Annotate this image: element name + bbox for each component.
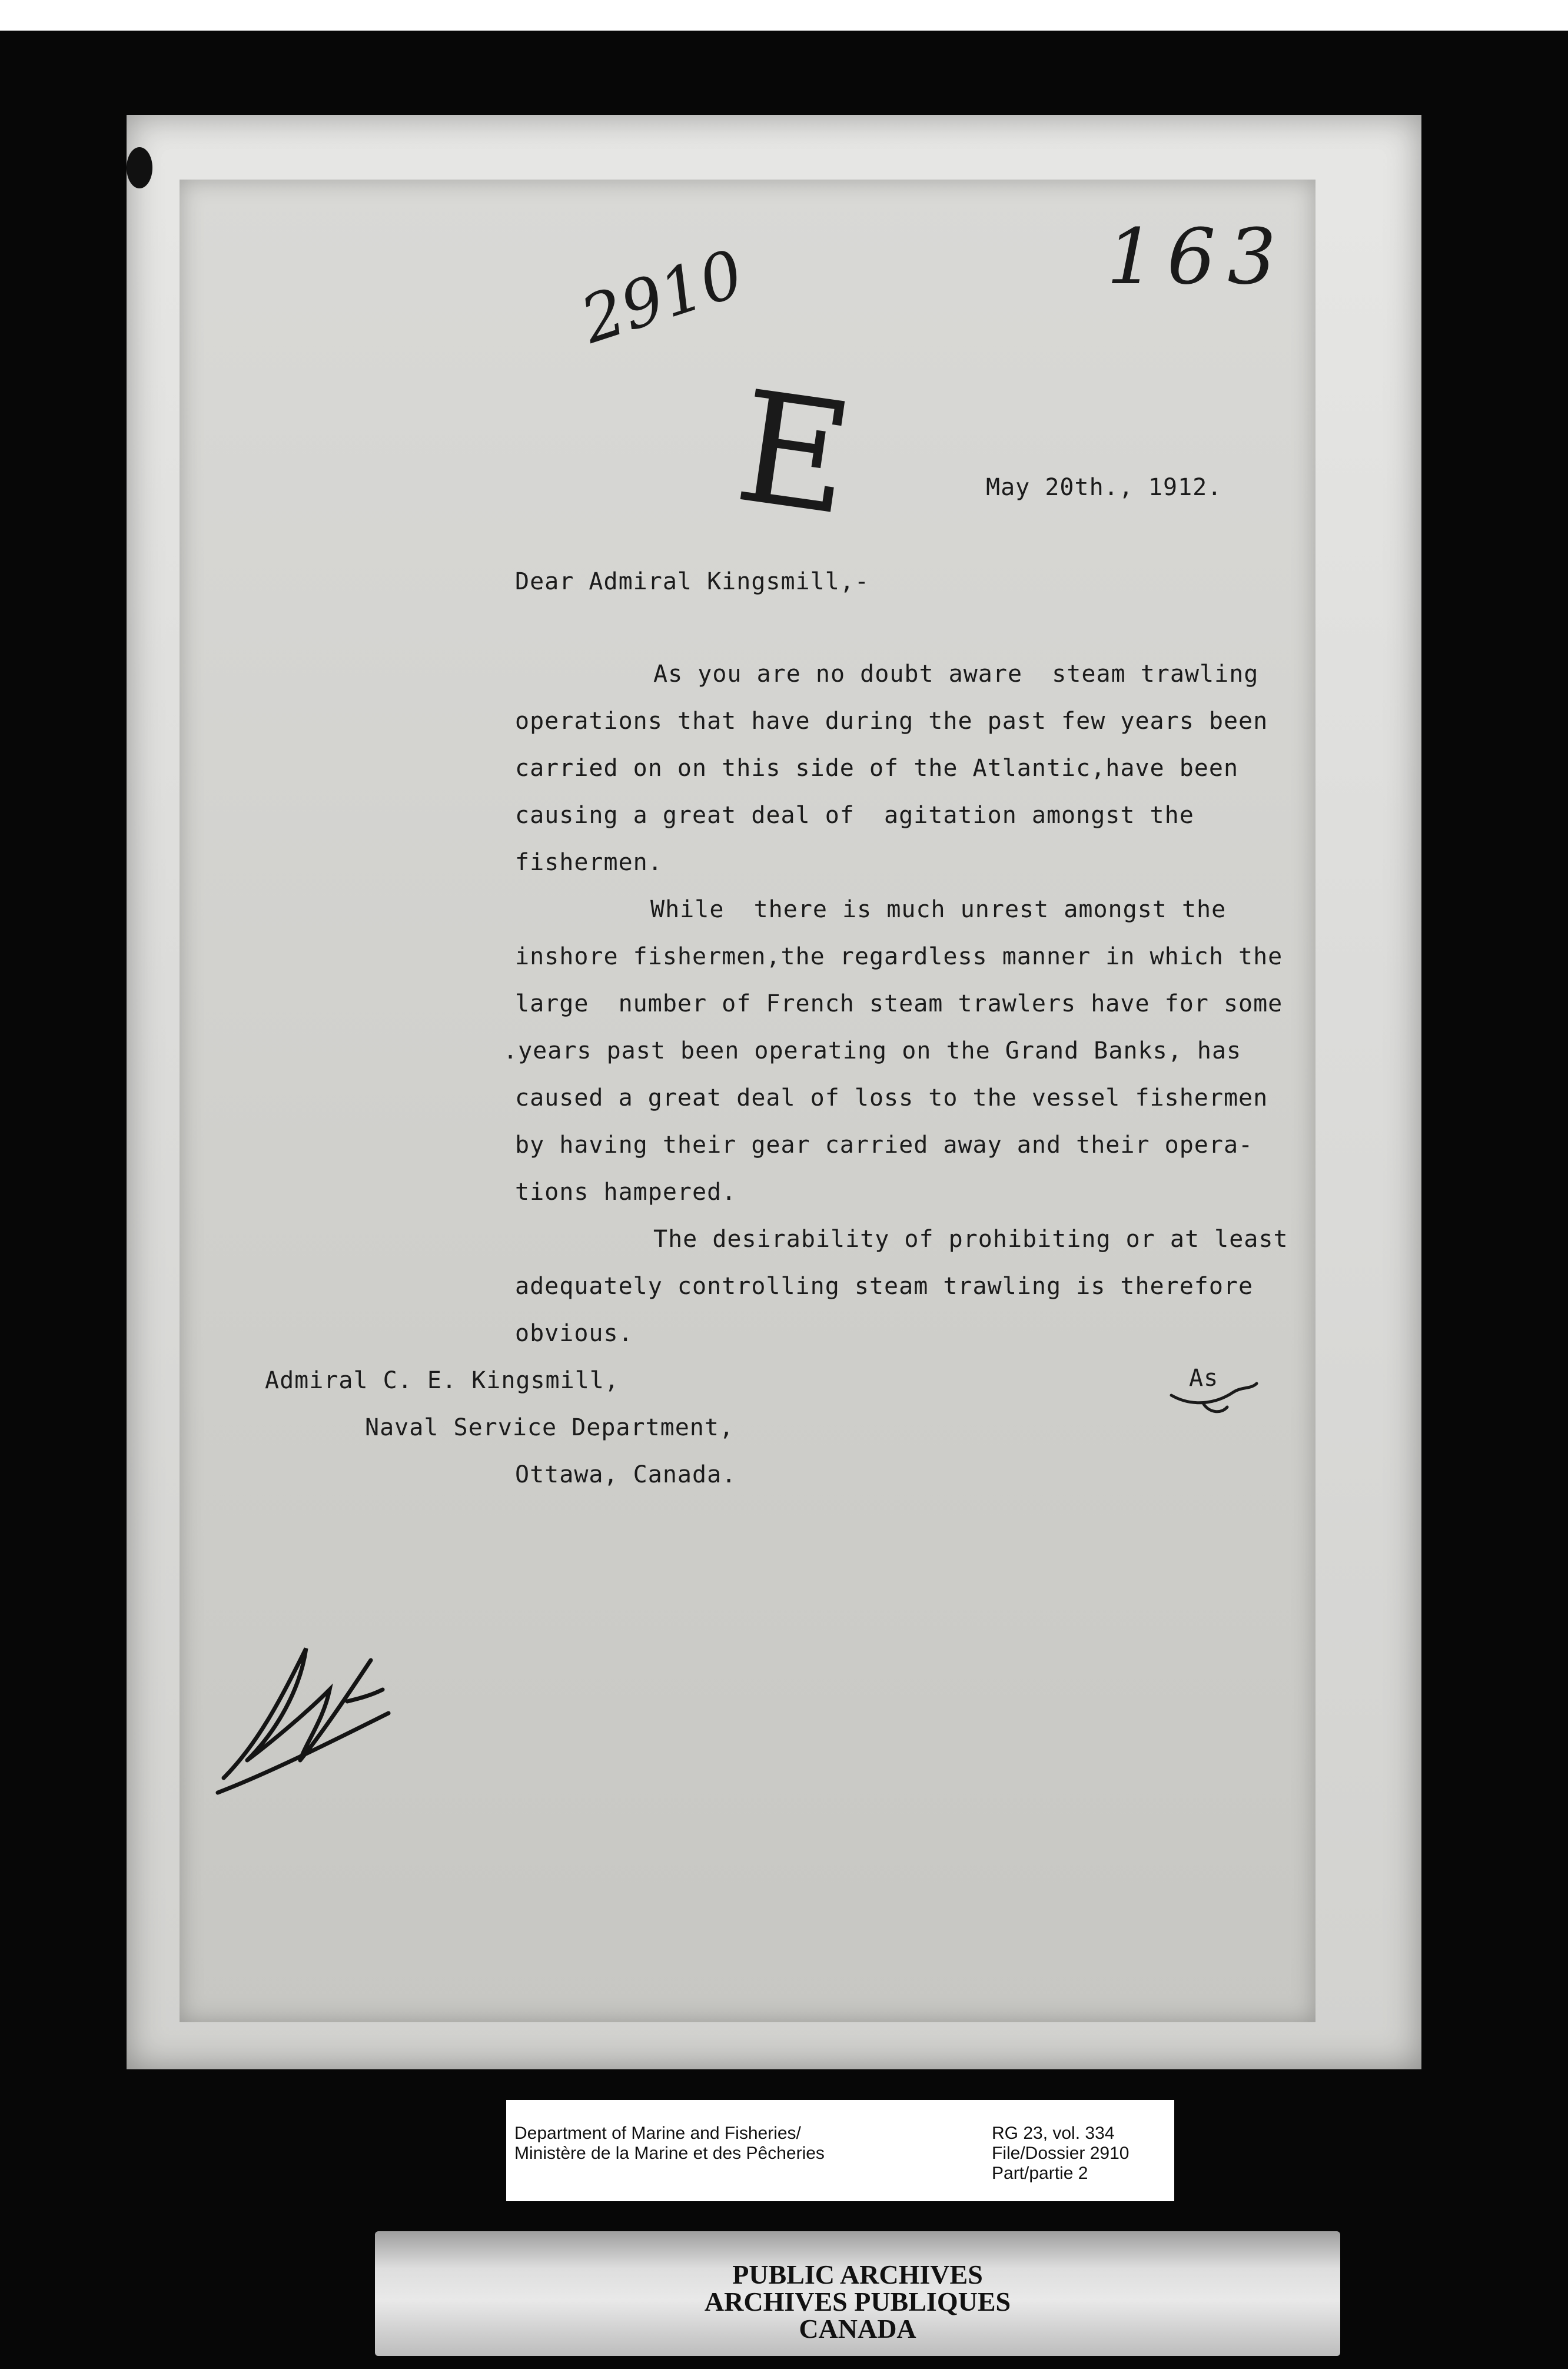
salutation: Dear Admiral Kingsmill,-: [515, 568, 869, 595]
department-french: Ministère de la Marine et des Pêcheries: [514, 2144, 825, 2163]
body-line: operations that have during the past few years been: [515, 708, 1268, 735]
part-number: Part/partie 2: [992, 2164, 1088, 2183]
body-line: large number of French steam trawlers have for some: [515, 990, 1283, 1017]
archive-reference-label: [506, 2100, 1174, 2201]
body-line: The desirability of prohibiting or at least: [653, 1226, 1288, 1253]
address-line: Admiral C. E. Kingsmill,: [265, 1367, 619, 1394]
banner-line-english: PUBLIC ARCHIVES: [732, 2259, 983, 2290]
punch-hole: [127, 147, 152, 188]
handwritten-initials: [212, 1625, 400, 1801]
public-archives-banner: [375, 2231, 1340, 2356]
record-group: RG 23, vol. 334: [992, 2124, 1115, 2143]
body-line: obvious.: [515, 1320, 633, 1347]
body-line: .years past been operating on the Grand Banks, has: [503, 1037, 1242, 1064]
address-line: Ottawa, Canada.: [515, 1461, 737, 1488]
handwritten-file-number: 2910: [572, 235, 752, 359]
continuation-catchword: As: [1189, 1365, 1219, 1392]
file-number: File/Dossier 2910: [992, 2144, 1130, 2163]
banner-line-country: CANADA: [799, 2314, 916, 2344]
handwritten-mark: E: [726, 358, 862, 550]
body-line: tions hampered.: [515, 1179, 737, 1206]
department-english: Department of Marine and Fisheries/: [514, 2124, 801, 2143]
body-line: As you are no doubt aware steam trawling: [653, 661, 1259, 688]
handwritten-flourish: [1168, 1372, 1263, 1419]
body-line: causing a great deal of agitation amongst the: [515, 802, 1194, 829]
body-line: by having their gear carried away and their opera-: [515, 1132, 1254, 1159]
handwritten-page-number: 163: [1107, 212, 1288, 301]
body-line: inshore fishermen,the regardless manner in which the: [515, 943, 1283, 970]
letter-date: May 20th., 1912.: [986, 474, 1222, 501]
body-line: caused a great deal of loss to the vessel fishermen: [515, 1084, 1268, 1111]
body-line: carried on on this side of the Atlantic,have been: [515, 755, 1239, 782]
address-line: Naval Service Department,: [365, 1414, 735, 1441]
body-line: fishermen.: [515, 849, 663, 876]
body-line: adequately controlling steam trawling is therefore: [515, 1273, 1254, 1300]
body-line: While there is much unrest amongst the: [650, 896, 1227, 923]
banner-line-french: ARCHIVES PUBLIQUES: [704, 2287, 1011, 2317]
